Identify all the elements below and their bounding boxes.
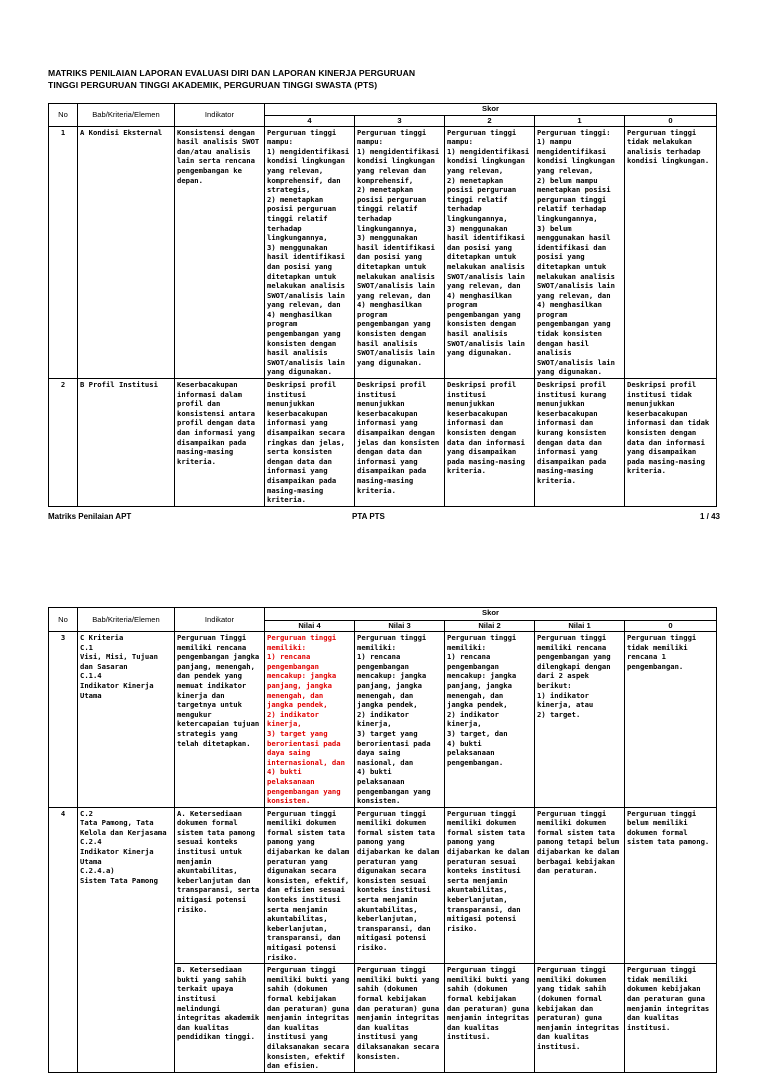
- score-1-cell: Perguruan tinggi memiliki rencana pengembangan yang dilengkapi dengan dari 2 aspek berikut: 1) indikator kinerja, atau 2) target.: [537, 633, 611, 719]
- score-2-cell: Perguruan tinggi memiliki dokumen formal sistem tata pamong yang dijabarkan ke dalam peraturan sesuai konteks institusi serta menjamin akuntabilitas, keberlanjutan, transparansi, dan mitigasi potensi risiko.: [447, 808, 530, 933]
- indicator-cell: Keserbacakupan informasi dalam profil dan konsistensi antara profil dengan data dan informasi yang disampaikan pada masing-masing kriteria.: [177, 380, 255, 466]
- score-4-cell: Deskripsi profil institusi menunjukkan keserbacakupan informasi yang disampaikan secara ringkas dan jelas, serta konsisten dengan data dan informasi yang disampaikan pada masing-masing kriteria.: [267, 380, 345, 505]
- indicator-cell: Konsistensi dengan hasil analisis SWOT dan/atau analisis lain serta rencana pengembangan ke depan.: [177, 127, 260, 185]
- score-3-cell: Perguruan tinggi memiliki bukti yang sahih (dokumen formal kebijakan dan peraturan) guna menjamin integritas dan kualitas institusi yang dilaksanakan secara konsisten.: [357, 965, 440, 1061]
- header-score-1: Nilai 1: [535, 621, 625, 632]
- score-0-cell: Perguruan tinggi belum memiliki dokumen formal sistem tata pamong.: [627, 808, 710, 847]
- score-0-cell: Perguruan tinggi tidak melakukan analisis terhadap kondisi lingkungan.: [627, 127, 710, 166]
- score-4-cell: Perguruan tinggi mampu: 1) mengidentifikasi kondisi lingkungan yang relevan, komprehensif, dan strategis, 2) menetapkan posisi perguruan tinggi relatif terhadap lingkungannya, 3) menggunakan hasil identifikasi dan posisi yang ditetapkan untuk melakukan analisis SWOT/analisis lain yang relevan, dan 4) menghasilkan program pengembangan yang konsisten dengan hasil analisis SWOT/analisis lain yang digunakan.: [267, 127, 350, 377]
- header-no: No: [49, 608, 78, 632]
- header-indikator: Indikator: [175, 104, 265, 127]
- header-score-2: Nilai 2: [445, 621, 535, 632]
- header-score-4: 4: [265, 116, 355, 127]
- row-number: 3: [49, 632, 78, 808]
- footer-left: Matriks Penilaian APT: [48, 512, 132, 521]
- table-row: [49, 807, 717, 964]
- indicator-cell: A. Ketersediaan dokumen formal sistem tata pamong sesuai konteks institusi untuk menjamin akuntabilitas, keberlanjutan dan transparansi, serta mitigasi potensi risiko.: [177, 808, 260, 914]
- title-line-1: MATRIKS PENILAIAN LAPORAN EVALUASI DIRI DAN LAPORAN KINERJA PERGURUAN: [48, 68, 416, 78]
- score-1-cell: Perguruan tinggi memiliki dokumen yang tidak sahih (dokumen formal kebijakan dan peraturan) guna menjamin integritas dan kualitas institusi.: [537, 965, 620, 1051]
- score-1-cell: Perguruan tinggi memiliki dokumen formal sistem tata pamong tetapi belum dijabarkan ke dalam berbagai kebijakan dan peraturan.: [537, 808, 620, 876]
- row-number: 2: [49, 379, 78, 507]
- table-header-row: [49, 608, 717, 621]
- header-score-3: Nilai 3: [355, 621, 445, 632]
- score-2-cell: Perguruan tinggi memiliki: 1) rencana pengembangan mencakup: jangka panjang, jangka menengah, dan jangka pendek, 2) indikator kinerja, 3) target, dan 4) bukti pelaksanaan pengembangan.: [447, 633, 517, 767]
- title-line-2: TINGGI PERGURUAN TINGGI AKADEMIK, PERGURUAN TINGGI SWASTA (PTS): [48, 80, 378, 90]
- indicator-cell: Perguruan Tinggi memiliki rencana pengembangan jangka panjang, menengah, dan pendek yang memuat indikator kinerja dan targetnya untuk mengukur ketercapaian tujuan strategis yang telah ditetapkan.: [177, 633, 260, 748]
- score-0-cell: Perguruan tinggi tidak memiliki rencana 1 pengembangan.: [627, 633, 697, 671]
- score-0-cell: Perguruan tinggi tidak memiliki dokumen kebijakan dan peraturan guna menjamin integritas dan kualitas institusi.: [627, 965, 710, 1032]
- footer-page-number: 1 / 43: [699, 512, 720, 521]
- header-no: No: [49, 104, 78, 127]
- criteria-cell: C Kriteria C.1 Visi, Misi, Tujuan dan Sasaran C.1.4 Indikator Kinerja Utama: [80, 633, 158, 700]
- page-title: [48, 67, 708, 91]
- row-number: 4: [49, 807, 78, 1072]
- score-2-cell: Perguruan tinggi memiliki bukti yang sahih (dokumen formal kebijakan dan peraturan) guna menjamin integritas dan kualitas institusi.: [447, 965, 530, 1042]
- header-indikator: Indikator: [175, 608, 265, 632]
- score-4-cell: Perguruan tinggi memiliki dokumen formal sistem tata pamong yang dijabarkan ke dalam peraturan yang digunakan secara konsisten, efektif, dan efisien sesuai konteks institusi serta menjamin akuntabilitas, keberlanjutan, transparansi, dan mitigasi potensi risiko.: [267, 808, 350, 962]
- table-row: [49, 126, 717, 378]
- table-row: [49, 379, 717, 507]
- header-skor: Skor: [265, 104, 717, 116]
- header-bab: Bab/Kriteria/Elemen: [78, 608, 175, 632]
- table-header-row: [49, 104, 717, 116]
- score-2-cell: Deskripsi profil institusi menunjukkan keserbacakupan informasi dan konsisten dengan data dan informasi yang disampaikan pada masing-masing kriteria.: [447, 380, 525, 476]
- header-score-2: 2: [445, 116, 535, 127]
- table-row: [49, 632, 717, 808]
- score-0-cell: Deskripsi profil institusi tidak menunjukkan keserbacakupan informasi dan tidak konsisten dengan data dan informasi yang disampaikan pada masing-masing kriteria.: [627, 380, 710, 476]
- header-score-0: 0: [625, 116, 717, 127]
- header-bab: Bab/Kriteria/Elemen: [78, 104, 175, 127]
- header-skor: Skor: [265, 608, 717, 621]
- score-1-cell: Deskripsi profil institusi kurang menunjukkan keserbacakupan informasi dan kurang konsisten dengan data dan informasi yang disampaikan pada masing-masing kriteria.: [537, 380, 607, 485]
- criteria-cell: C.2 Tata Pamong, Tata Kelola dan Kerjasama C.2.4 Indikator Kinerja Utama C.2.4.a) Sistem Tata Pamong: [80, 808, 167, 885]
- header-score-1: 1: [535, 116, 625, 127]
- assessment-table-2: [48, 607, 717, 1073]
- assessment-table-1: [48, 103, 717, 507]
- header-score-3: 3: [355, 116, 445, 127]
- score-4-cell: Perguruan tinggi memiliki: 1) rencana pengembangan mencakup: jangka panjang, jangka menengah, dan jangka pendek, 2) indikator kinerja, 3) target yang berorientasi pada daya saing internasional, dan 4) bukti pelaksanaan pengembangan yang konsisten.: [267, 633, 345, 806]
- header-score-4: Nilai 4: [265, 621, 355, 632]
- criteria-cell: A Kondisi Eksternal: [80, 127, 163, 137]
- row-number: 1: [49, 126, 78, 378]
- score-2-cell: Perguruan tinggi mampu: 1) mengidentifikasi kondisi lingkungan yang relevan, 2) menetapkan posisi perguruan tinggi relatif terhadap lingkungannya, 3) menggunakan hasil identifikasi dan posisi yang ditetapkan untuk melakukan analisis SWOT/analisis lain yang relevan, dan 4) menghasilkan program pengembangan yang konsisten dengan hasil analisis SWOT/analisis lain yang digunakan.: [447, 127, 530, 358]
- header-score-0: 0: [625, 621, 717, 632]
- score-3-cell: Deskripsi profil institusi menunjukkan keserbacakupan informasi yang disampaikan dengan jelas dan konsisten dengan data dan informasi yang disampaikan pada masing-masing kriteria.: [357, 380, 440, 495]
- score-4-cell: Perguruan tinggi memiliki bukti yang sahih (dokumen formal kebijakan dan peraturan) guna menjamin integritas dan kualitas institusi yang dilaksanakan secara konsisten, efektif dan efisien.: [267, 965, 350, 1071]
- criteria-cell: B Profil Institusi: [80, 380, 158, 390]
- indicator-cell: B. Ketersediaan bukti yang sahih terkait upaya institusi melindungi integritas akademik dan kualitas pendidikan tinggi.: [177, 965, 260, 1042]
- footer-center: PTA PTS: [352, 512, 385, 521]
- score-1-cell: Perguruan tinggi: 1) mampu mengidentifikasi kondisi lingkungan yang relevan, 2) belum mampu menetapkan posisi perguruan tinggi relatif terhadap lingkungannya, 3) belum menggunakan hasil identifikasi dan posisi yang ditetapkan untuk melakukan analisis SWOT/analisis lain yang relevan, dan 4) menghasilkan program pengembangan yang tidak konsisten dengan hasil analisis SWOT/analisis lain yang digunakan.: [537, 127, 615, 377]
- score-3-cell: Perguruan tinggi mampu: 1) mengidentifikasi kondisi lingkungan yang relevan dan komprehensif, 2) menetapkan posisi perguruan tinggi relatif terhadap lingkungannya, 3) menggunakan hasil identifikasi dan posisi yang ditetapkan untuk melakukan analisis SWOT/analisis lain yang relevan, dan 4) menghasilkan program pengembangan yang konsisten dengan hasil analisis SWOT/analisis lain yang digunakan.: [357, 127, 440, 367]
- score-3-cell: Perguruan tinggi memiliki dokumen formal sistem tata pamong yang dijabarkan ke dalam peraturan yang digunakan secara konsisten sesuai konteks institusi serta menjamin akuntabilitas, keberlanjutan, transparansi, dan mitigasi potensi risiko.: [357, 808, 440, 952]
- score-3-cell: Perguruan tinggi memiliki: 1) rencana pengembangan mencakup: jangka panjang, jangka menengah, dan jangka pendek, 2) indikator kinerja, 3) target yang berorientasi pada daya saing nasional, dan 4) bukti pelaksanaan pengembangan yang konsisten.: [357, 633, 431, 806]
